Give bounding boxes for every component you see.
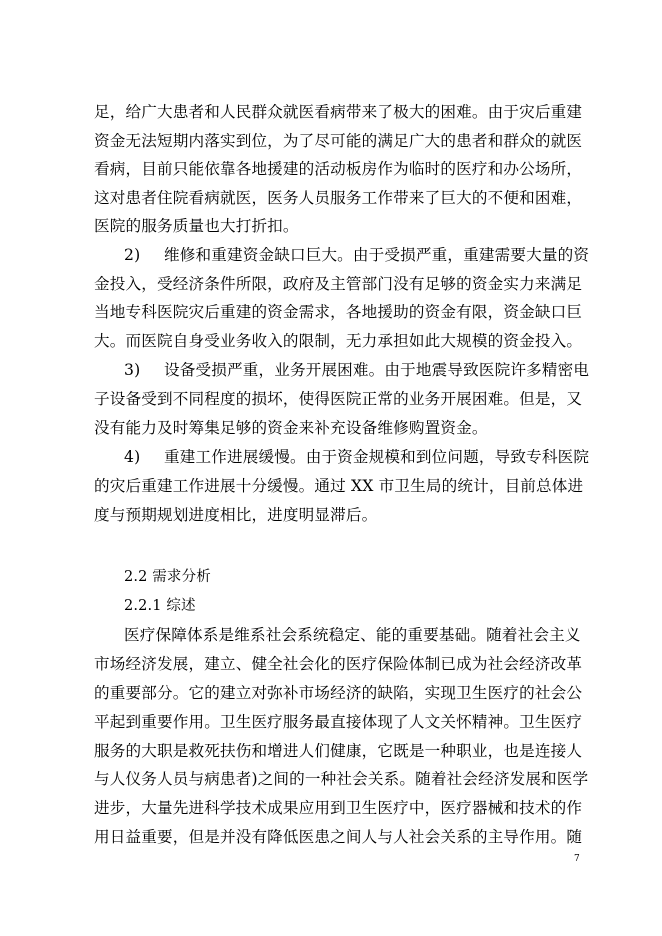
paragraph-line: 足，给广大患者和人民群众就医看病带来了极大的困难。由于灾后重建 xyxy=(94,103,583,121)
list-item-text: 重建工作进展缓慢。由于资金规模和到位问题，导致专科医院 xyxy=(164,448,590,466)
paragraph-line: 这对患者住院看病就医，医务人员服务工作带来了巨大的不便和困难， xyxy=(94,189,583,207)
paragraph-line: 进步，大量先进科学技术成果应用到卫生医疗中，医疗器械和技术的作 xyxy=(94,799,583,817)
paragraph-line: 子设备受到不同程度的损坏，使得医院正常的业务开展困难。但是，又 xyxy=(94,390,583,408)
list-item-4 xyxy=(124,446,590,468)
list-item-2 xyxy=(124,244,590,266)
list-item-3 xyxy=(124,359,590,381)
paragraph-line: 市场经济发展，建立、健全社会化的医疗保险体制已成为社会经济改革 xyxy=(94,655,583,673)
paragraph-line: 医院的服务质量也大打折扣。 xyxy=(94,217,299,235)
list-item-number: 3) xyxy=(124,361,141,379)
paragraph-line: 资金无法短期内落实到位，为了尽可能的满足广大的患者和群众的就医 xyxy=(94,132,583,150)
paragraph-line: 金投入，受经济条件所限，政府及主管部门没有足够的资金实力来满足 xyxy=(94,275,583,293)
paragraph-line: 医疗保障体系是维系社会系统稳定、能的重要基础。随着社会主义 xyxy=(124,626,581,644)
paragraph-line: 的灾后重建工作进展十分缓慢。通过 XX 市卫生局的统计，目前总体进 xyxy=(94,477,584,495)
paragraph-line: 大。而医院自身受业务收入的限制，无力承担如此大规模的资金投入。 xyxy=(94,332,583,350)
subsection-heading: 2.2.1 综述 xyxy=(124,598,196,614)
section-heading: 2.2 需求分析 xyxy=(124,569,211,585)
paragraph-line: 没有能力及时筹集足够的资金来补充设备维修购置资金。 xyxy=(94,419,488,437)
list-item-number: 2) xyxy=(124,246,141,264)
paragraph-line: 看病，目前只能依靠各地援建的活动板房作为临时的医疗和办公场所， xyxy=(94,160,583,178)
paragraph-line: 与人仪务人员与病患者)之间的一种社会关系。随着社会经济发展和医学 xyxy=(94,770,589,788)
page-number: 7 xyxy=(574,854,580,864)
paragraph-line: 的重要部分。它的建立对弥补市场经济的缺陷，实现卫生医疗的社会公 xyxy=(94,684,583,702)
paragraph-line: 当地专科医院灾后重建的资金需求，各地援助的资金有限，资金缺口巨 xyxy=(94,303,583,321)
paragraph-line: 用日益重要，但是并没有降低医患之间人与人社会关系的主导作用。随 xyxy=(94,828,583,846)
paragraph-line: 服务的大职是救死扶伤和增进人们健康，它既是一种职业，也是连接人 xyxy=(94,742,583,760)
paragraph-line: 平起到重要作用。卫生医疗服务最直接体现了人文关怀精神。卫生医疗 xyxy=(94,713,583,731)
paragraph-line: 度与预期规划进度相比，进度明显滞后。 xyxy=(94,506,378,524)
list-item-text: 设备受损严重，业务开展困难。由于地震导致医院许多精密电 xyxy=(164,361,590,379)
list-item-number: 4) xyxy=(124,448,141,466)
list-item-text: 维修和重建资金缺口巨大。由于受损严重，重建需要大量的资 xyxy=(164,246,590,264)
